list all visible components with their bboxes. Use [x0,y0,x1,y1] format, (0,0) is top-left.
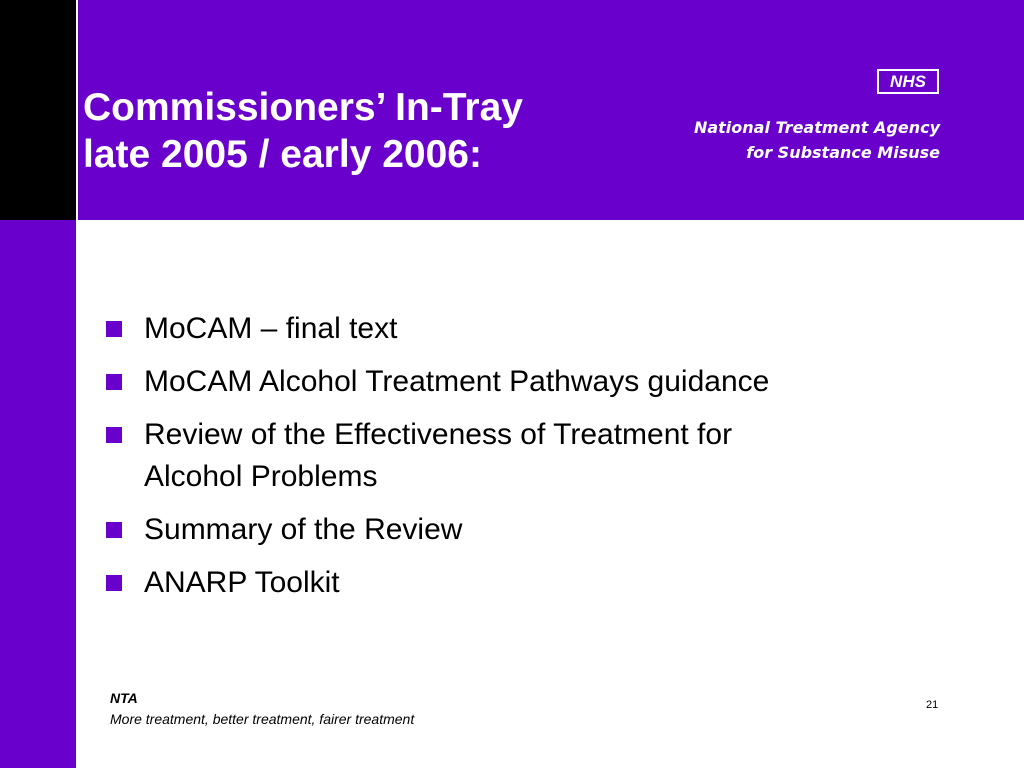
nhs-logo [877,69,939,94]
bullet-item [106,562,946,604]
left-purple-bar [0,220,76,768]
bullet-item [106,509,946,551]
bullet-text: ANARP Toolkit [144,566,340,599]
bullet-item [106,414,946,498]
bullet-item [106,361,946,403]
bullet-list [106,308,946,615]
footer-tagline: More treatment, better treatment, fairer treatment [110,711,415,727]
footer-org: NTA [110,690,138,706]
square-bullet-icon [106,522,122,538]
title-line-2: late 2005 / early 2006: [83,133,482,176]
footer [110,688,414,730]
bullet-text: MoCAM – final text [144,312,398,345]
title-line-1: Commissioners’ In-Tray [83,86,523,129]
bullet-text: Review of the Effectiveness of Treatment for [144,418,733,451]
slide-title [83,84,523,178]
square-bullet-icon [106,374,122,390]
bullet-text-continued: Alcohol Problems [144,460,378,493]
bullet-item [106,308,946,350]
agency-name [694,115,940,165]
page-number: 21 [926,699,939,711]
bullet-text: Summary of the Review [144,513,463,546]
nhs-logo-text: NHS [879,71,937,92]
agency-line-2: for Substance Misuse [746,143,940,162]
corner-black-block [0,0,76,220]
square-bullet-icon [106,575,122,591]
bullet-text: MoCAM Alcohol Treatment Pathways guidance [144,365,770,398]
square-bullet-icon [106,427,122,443]
agency-line-1: National Treatment Agency [693,118,940,137]
square-bullet-icon [106,321,122,337]
header-banner [76,0,1024,220]
